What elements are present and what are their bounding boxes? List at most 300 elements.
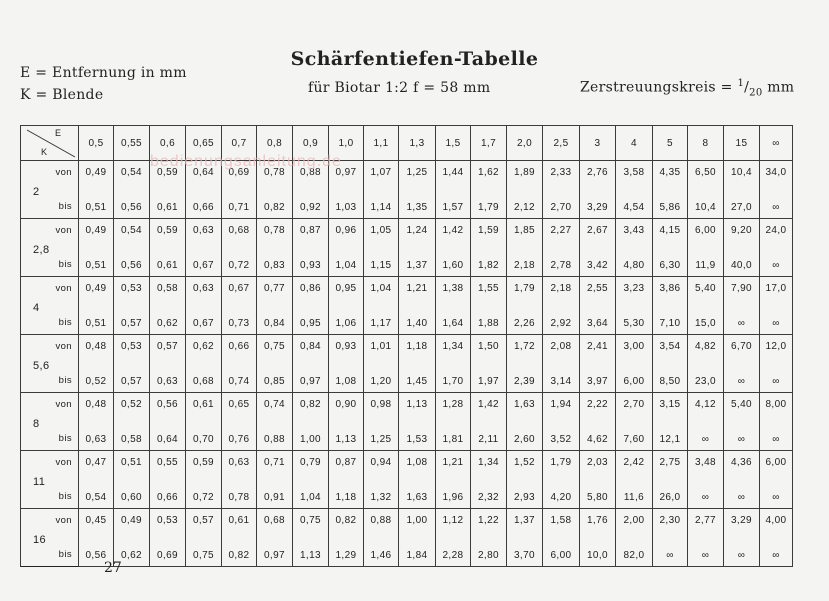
near-limit-cell: 0,78 <box>257 161 293 191</box>
circle-num: 1 <box>737 78 745 89</box>
near-limit-cell: 0,54 <box>114 161 150 191</box>
table-row-von <box>21 277 793 307</box>
far-limit-cell: 0,54 <box>79 480 114 509</box>
far-limit-cell: 2,92 <box>543 306 580 335</box>
near-limit-cell: 0,66 <box>222 335 257 365</box>
near-limit-cell: 3,29 <box>724 509 760 539</box>
far-limit-cell: 1,06 <box>329 306 364 335</box>
far-limit-cell: 1,70 <box>436 364 471 393</box>
far-limit-cell: 1,45 <box>399 364 436 393</box>
circle-slash: / <box>744 79 750 96</box>
table-row-von <box>21 335 793 365</box>
near-limit-cell: 1,00 <box>399 509 436 539</box>
near-limit-cell: 3,15 <box>653 393 688 423</box>
near-limit-cell: 0,62 <box>186 335 222 365</box>
far-limit-cell: 0,51 <box>79 190 114 219</box>
von-label: von <box>55 225 72 236</box>
table-row-bis <box>21 422 793 451</box>
near-limit-cell: 2,77 <box>688 509 724 539</box>
aperture-header: K <box>41 147 48 157</box>
table-row-von <box>21 219 793 249</box>
far-limit-cell: 2,80 <box>471 538 507 567</box>
near-limit-cell: 0,63 <box>186 277 222 307</box>
near-limit-cell: 0,61 <box>222 509 257 539</box>
aperture-value: 4 <box>33 302 40 314</box>
distance-column-header: 4 <box>616 126 653 161</box>
far-limit-cell: 0,51 <box>79 248 114 277</box>
aperture-value: 11 <box>33 476 46 488</box>
far-limit-cell: ∞ <box>724 538 760 567</box>
near-limit-cell: 1,44 <box>436 161 471 191</box>
near-limit-cell: 0,82 <box>293 393 329 423</box>
near-limit-cell: 1,79 <box>507 277 543 307</box>
far-limit-cell: 0,63 <box>79 422 114 451</box>
near-limit-cell: 3,86 <box>653 277 688 307</box>
far-limit-cell: 5,30 <box>616 306 653 335</box>
far-limit-cell: 0,71 <box>222 190 257 219</box>
far-limit-cell: 0,97 <box>257 538 293 567</box>
far-limit-cell: 1,08 <box>329 364 364 393</box>
near-limit-cell: 1,28 <box>436 393 471 423</box>
far-limit-cell: ∞ <box>688 422 724 451</box>
near-limit-cell: 0,90 <box>329 393 364 423</box>
table-row-von <box>21 451 793 481</box>
circle-prefix: Zerstreuungskreis = <box>580 79 738 96</box>
far-limit-cell: 0,74 <box>222 364 257 393</box>
far-limit-cell: ∞ <box>724 364 760 393</box>
far-limit-cell: 6,30 <box>653 248 688 277</box>
far-limit-cell: 3,97 <box>580 364 616 393</box>
far-limit-cell: ∞ <box>724 422 760 451</box>
near-limit-cell: 1,24 <box>399 219 436 249</box>
far-limit-cell: 3,70 <box>507 538 543 567</box>
table-row-bis <box>21 538 793 567</box>
near-limit-cell: 0,75 <box>257 335 293 365</box>
near-limit-cell: 0,59 <box>186 451 222 481</box>
near-limit-cell: 1,18 <box>399 335 436 365</box>
near-limit-cell: 0,97 <box>329 161 364 191</box>
near-limit-cell: 1,50 <box>471 335 507 365</box>
far-limit-cell: 0,82 <box>257 190 293 219</box>
table-row-von <box>21 509 793 539</box>
far-limit-cell: 27,0 <box>724 190 760 219</box>
far-limit-cell: 1,60 <box>436 248 471 277</box>
far-limit-cell: 3,64 <box>580 306 616 335</box>
distance-column-header: 0,9 <box>293 126 329 161</box>
far-limit-cell: 0,52 <box>79 364 114 393</box>
von-label: von <box>55 341 72 352</box>
near-limit-cell: 2,33 <box>543 161 580 191</box>
far-limit-cell: 1,32 <box>364 480 399 509</box>
near-limit-cell: 0,88 <box>293 161 329 191</box>
near-limit-cell: 1,58 <box>543 509 580 539</box>
aperture-value: 5,6 <box>33 360 50 372</box>
near-limit-cell: 1,85 <box>507 219 543 249</box>
far-limit-cell: 11,9 <box>688 248 724 277</box>
near-limit-cell: 0,61 <box>186 393 222 423</box>
far-limit-cell: 4,20 <box>543 480 580 509</box>
far-limit-cell: 0,56 <box>114 248 150 277</box>
near-limit-cell: 1,42 <box>471 393 507 423</box>
near-limit-cell: 0,79 <box>293 451 329 481</box>
near-limit-cell: 10,4 <box>724 161 760 191</box>
near-limit-cell: 1,89 <box>507 161 543 191</box>
near-limit-cell: 0,64 <box>186 161 222 191</box>
near-limit-cell: 0,68 <box>222 219 257 249</box>
far-limit-cell: 0,82 <box>222 538 257 567</box>
near-limit-cell: 3,23 <box>616 277 653 307</box>
far-limit-cell: 1,37 <box>399 248 436 277</box>
far-limit-cell: 1,81 <box>436 422 471 451</box>
near-limit-cell: 3,00 <box>616 335 653 365</box>
near-limit-cell: 0,57 <box>150 335 186 365</box>
table-row-bis <box>21 248 793 277</box>
far-limit-cell: 0,93 <box>293 248 329 277</box>
aperture-cell <box>21 219 79 277</box>
near-limit-cell: 1,76 <box>580 509 616 539</box>
far-limit-cell: 1,84 <box>399 538 436 567</box>
near-limit-cell: 0,63 <box>222 451 257 481</box>
far-limit-cell: 15,0 <box>688 306 724 335</box>
near-limit-cell: 1,34 <box>471 451 507 481</box>
bis-label: bis <box>58 201 72 212</box>
near-limit-cell: 6,00 <box>688 219 724 249</box>
far-limit-cell: 1,25 <box>364 422 399 451</box>
aperture-cell <box>21 509 79 567</box>
near-limit-cell: 2,76 <box>580 161 616 191</box>
distance-column-header: 0,8 <box>257 126 293 161</box>
far-limit-cell: 12,1 <box>653 422 688 451</box>
near-limit-cell: 4,12 <box>688 393 724 423</box>
near-limit-cell: 4,15 <box>653 219 688 249</box>
aperture-value: 8 <box>33 418 40 430</box>
far-limit-cell: ∞ <box>760 422 793 451</box>
far-limit-cell: ∞ <box>760 538 793 567</box>
distance-column-header: 2,0 <box>507 126 543 161</box>
near-limit-cell: 24,0 <box>760 219 793 249</box>
aperture-value: 16 <box>33 534 47 546</box>
far-limit-cell: 0,92 <box>293 190 329 219</box>
near-limit-cell: 2,75 <box>653 451 688 481</box>
near-limit-cell: 9,20 <box>724 219 760 249</box>
far-limit-cell: 2,11 <box>471 422 507 451</box>
far-limit-cell: 2,28 <box>436 538 471 567</box>
far-limit-cell: 2,70 <box>543 190 580 219</box>
distance-column-header: 1,7 <box>471 126 507 161</box>
far-limit-cell: 0,57 <box>114 306 150 335</box>
far-limit-cell: 4,62 <box>580 422 616 451</box>
near-limit-cell: 0,87 <box>329 451 364 481</box>
near-limit-cell: 2,41 <box>580 335 616 365</box>
near-limit-cell: 1,21 <box>436 451 471 481</box>
far-limit-cell: ∞ <box>760 364 793 393</box>
far-limit-cell: 0,73 <box>222 306 257 335</box>
near-limit-cell: 0,55 <box>150 451 186 481</box>
near-limit-cell: 0,93 <box>329 335 364 365</box>
far-limit-cell: 10,0 <box>580 538 616 567</box>
far-limit-cell: 0,67 <box>186 248 222 277</box>
bis-label: bis <box>58 433 72 444</box>
near-limit-cell: 0,49 <box>79 219 114 249</box>
far-limit-cell: 2,93 <box>507 480 543 509</box>
corner-header <box>21 126 79 161</box>
far-limit-cell: ∞ <box>760 190 793 219</box>
table-row-bis <box>21 480 793 509</box>
near-limit-cell: 0,47 <box>79 451 114 481</box>
near-limit-cell: 3,48 <box>688 451 724 481</box>
bis-label: bis <box>58 549 72 560</box>
near-limit-cell: 1,38 <box>436 277 471 307</box>
far-limit-cell: 0,75 <box>186 538 222 567</box>
aperture-cell <box>21 161 79 219</box>
far-limit-cell: ∞ <box>724 306 760 335</box>
far-limit-cell: 0,60 <box>114 480 150 509</box>
near-limit-cell: 0,52 <box>114 393 150 423</box>
far-limit-cell: 10,4 <box>688 190 724 219</box>
near-limit-cell: 5,40 <box>688 277 724 307</box>
far-limit-cell: 1,13 <box>329 422 364 451</box>
far-limit-cell: 4,54 <box>616 190 653 219</box>
near-limit-cell: 1,62 <box>471 161 507 191</box>
far-limit-cell: 1,79 <box>471 190 507 219</box>
far-limit-cell: 82,0 <box>616 538 653 567</box>
far-limit-cell: 0,61 <box>150 248 186 277</box>
near-limit-cell: 0,68 <box>257 509 293 539</box>
near-limit-cell: 0,71 <box>257 451 293 481</box>
von-label: von <box>55 399 72 410</box>
table-row-bis <box>21 306 793 335</box>
near-limit-cell: 0,82 <box>329 509 364 539</box>
near-limit-cell: 0,63 <box>186 219 222 249</box>
near-limit-cell: 2,03 <box>580 451 616 481</box>
far-limit-cell: 0,61 <box>150 190 186 219</box>
distance-column-header: 1,3 <box>399 126 436 161</box>
near-limit-cell: 4,82 <box>688 335 724 365</box>
far-limit-cell: 1,13 <box>293 538 329 567</box>
far-limit-cell: 2,12 <box>507 190 543 219</box>
far-limit-cell: 0,67 <box>186 306 222 335</box>
far-limit-cell: ∞ <box>688 538 724 567</box>
near-limit-cell: 0,98 <box>364 393 399 423</box>
far-limit-cell: 1,03 <box>329 190 364 219</box>
far-limit-cell: 0,83 <box>257 248 293 277</box>
header-row <box>21 126 793 161</box>
far-limit-cell: ∞ <box>653 538 688 567</box>
far-limit-cell: 3,42 <box>580 248 616 277</box>
distance-column-header: 3 <box>580 126 616 161</box>
far-limit-cell: 1,04 <box>329 248 364 277</box>
distance-column-header: 0,55 <box>114 126 150 161</box>
near-limit-cell: 0,86 <box>293 277 329 307</box>
far-limit-cell: 6,00 <box>543 538 580 567</box>
far-limit-cell: 40,0 <box>724 248 760 277</box>
aperture-value: 2 <box>33 186 40 198</box>
near-limit-cell: 0,49 <box>79 161 114 191</box>
distance-column-header: ∞ <box>760 126 793 161</box>
far-limit-cell: 0,56 <box>114 190 150 219</box>
near-limit-cell: 2,00 <box>616 509 653 539</box>
far-limit-cell: 1,00 <box>293 422 329 451</box>
far-limit-cell: 5,80 <box>580 480 616 509</box>
depth-of-field-table <box>20 125 793 567</box>
near-limit-cell: 1,12 <box>436 509 471 539</box>
distance-column-header: 15 <box>724 126 760 161</box>
far-limit-cell: ∞ <box>688 480 724 509</box>
near-limit-cell: 1,22 <box>471 509 507 539</box>
far-limit-cell: ∞ <box>760 248 793 277</box>
far-limit-cell: 1,46 <box>364 538 399 567</box>
distance-column-header: 1,5 <box>436 126 471 161</box>
circle-unit: mm <box>762 79 795 96</box>
near-limit-cell: 0,94 <box>364 451 399 481</box>
far-limit-cell: 0,72 <box>222 248 257 277</box>
far-limit-cell: 0,58 <box>114 422 150 451</box>
near-limit-cell: 1,05 <box>364 219 399 249</box>
far-limit-cell: ∞ <box>760 480 793 509</box>
distance-column-header: 5 <box>653 126 688 161</box>
far-limit-cell: 0,66 <box>186 190 222 219</box>
near-limit-cell: 4,00 <box>760 509 793 539</box>
table-row-bis <box>21 190 793 219</box>
bis-label: bis <box>58 375 72 386</box>
distance-column-header: 0,6 <box>150 126 186 161</box>
far-limit-cell: 0,78 <box>222 480 257 509</box>
far-limit-cell: 0,64 <box>150 422 186 451</box>
distance-column-header: 1,1 <box>364 126 399 161</box>
near-limit-cell: 2,18 <box>543 277 580 307</box>
near-limit-cell: 0,51 <box>114 451 150 481</box>
far-limit-cell: 0,91 <box>257 480 293 509</box>
near-limit-cell: 2,67 <box>580 219 616 249</box>
far-limit-cell: 3,14 <box>543 364 580 393</box>
legend-aperture: K = Blende <box>20 87 104 103</box>
far-limit-cell: 1,82 <box>471 248 507 277</box>
near-limit-cell: 0,87 <box>293 219 329 249</box>
far-limit-cell: 1,64 <box>436 306 471 335</box>
near-limit-cell: 17,0 <box>760 277 793 307</box>
near-limit-cell: 1,07 <box>364 161 399 191</box>
far-limit-cell: 7,10 <box>653 306 688 335</box>
far-limit-cell: 1,17 <box>364 306 399 335</box>
near-limit-cell: 0,53 <box>114 277 150 307</box>
far-limit-cell: 1,15 <box>364 248 399 277</box>
near-limit-cell: 0,59 <box>150 219 186 249</box>
far-limit-cell: 23,0 <box>688 364 724 393</box>
diagonal-line <box>21 126 79 160</box>
far-limit-cell: 0,72 <box>186 480 222 509</box>
far-limit-cell: 5,86 <box>653 190 688 219</box>
near-limit-cell: 0,69 <box>222 161 257 191</box>
far-limit-cell: 0,62 <box>114 538 150 567</box>
far-limit-cell: 1,53 <box>399 422 436 451</box>
far-limit-cell: 1,14 <box>364 190 399 219</box>
far-limit-cell: 0,51 <box>79 306 114 335</box>
near-limit-cell: 1,94 <box>543 393 580 423</box>
far-limit-cell: 2,18 <box>507 248 543 277</box>
far-limit-cell: 1,57 <box>436 190 471 219</box>
lens-subtitle: für Biotar 1:2 f = 58 mm <box>308 80 491 96</box>
near-limit-cell: 2,30 <box>653 509 688 539</box>
near-limit-cell: 0,53 <box>150 509 186 539</box>
aperture-cell <box>21 451 79 509</box>
near-limit-cell: 1,34 <box>436 335 471 365</box>
far-limit-cell: 1,40 <box>399 306 436 335</box>
near-limit-cell: 3,58 <box>616 161 653 191</box>
far-limit-cell: 1,96 <box>436 480 471 509</box>
aperture-cell <box>21 335 79 393</box>
table-row-von <box>21 393 793 423</box>
table-row-von <box>21 161 793 191</box>
near-limit-cell: 0,54 <box>114 219 150 249</box>
distance-column-header: 1,0 <box>329 126 364 161</box>
near-limit-cell: 2,70 <box>616 393 653 423</box>
watermark: bedienungsanleitung.de <box>150 153 342 170</box>
far-limit-cell: 1,35 <box>399 190 436 219</box>
legend-distance: E = Entfernung in mm <box>20 65 187 81</box>
distance-column-header: 0,7 <box>222 126 257 161</box>
aperture-cell <box>21 277 79 335</box>
distance-header: E <box>55 128 62 138</box>
near-limit-cell: 0,95 <box>329 277 364 307</box>
near-limit-cell: 0,78 <box>257 219 293 249</box>
near-limit-cell: 1,72 <box>507 335 543 365</box>
near-limit-cell: 6,00 <box>760 451 793 481</box>
near-limit-cell: 1,55 <box>471 277 507 307</box>
near-limit-cell: 2,22 <box>580 393 616 423</box>
far-limit-cell: 2,26 <box>507 306 543 335</box>
far-limit-cell: 4,80 <box>616 248 653 277</box>
far-limit-cell: 0,68 <box>186 364 222 393</box>
near-limit-cell: 1,01 <box>364 335 399 365</box>
near-limit-cell: 0,96 <box>329 219 364 249</box>
bis-label: bis <box>58 259 72 270</box>
far-limit-cell: 0,84 <box>257 306 293 335</box>
near-limit-cell: 7,90 <box>724 277 760 307</box>
near-limit-cell: 4,35 <box>653 161 688 191</box>
von-label: von <box>55 283 72 294</box>
near-limit-cell: 0,75 <box>293 509 329 539</box>
near-limit-cell: 5,40 <box>724 393 760 423</box>
bis-label: bis <box>58 491 72 502</box>
near-limit-cell: 0,65 <box>222 393 257 423</box>
far-limit-cell: 0,88 <box>257 422 293 451</box>
near-limit-cell: 1,37 <box>507 509 543 539</box>
circle-den: 20 <box>749 87 763 99</box>
far-limit-cell: 1,29 <box>329 538 364 567</box>
near-limit-cell: 0,84 <box>293 335 329 365</box>
near-limit-cell: 0,57 <box>186 509 222 539</box>
near-limit-cell: 0,88 <box>364 509 399 539</box>
near-limit-cell: 1,21 <box>399 277 436 307</box>
far-limit-cell: 0,57 <box>114 364 150 393</box>
far-limit-cell: 2,60 <box>507 422 543 451</box>
von-label: von <box>55 515 72 526</box>
far-limit-cell: 26,0 <box>653 480 688 509</box>
far-limit-cell: 11,6 <box>616 480 653 509</box>
far-limit-cell: 1,88 <box>471 306 507 335</box>
near-limit-cell: 1,42 <box>436 219 471 249</box>
near-limit-cell: 4,36 <box>724 451 760 481</box>
far-limit-cell: 6,00 <box>616 364 653 393</box>
circle-of-confusion <box>580 78 794 98</box>
far-limit-cell: 7,60 <box>616 422 653 451</box>
far-limit-cell: 1,18 <box>329 480 364 509</box>
near-limit-cell: 2,42 <box>616 451 653 481</box>
near-limit-cell: 1,08 <box>399 451 436 481</box>
distance-column-header: 0,65 <box>186 126 222 161</box>
near-limit-cell: 0,48 <box>79 335 114 365</box>
far-limit-cell: 0,63 <box>150 364 186 393</box>
